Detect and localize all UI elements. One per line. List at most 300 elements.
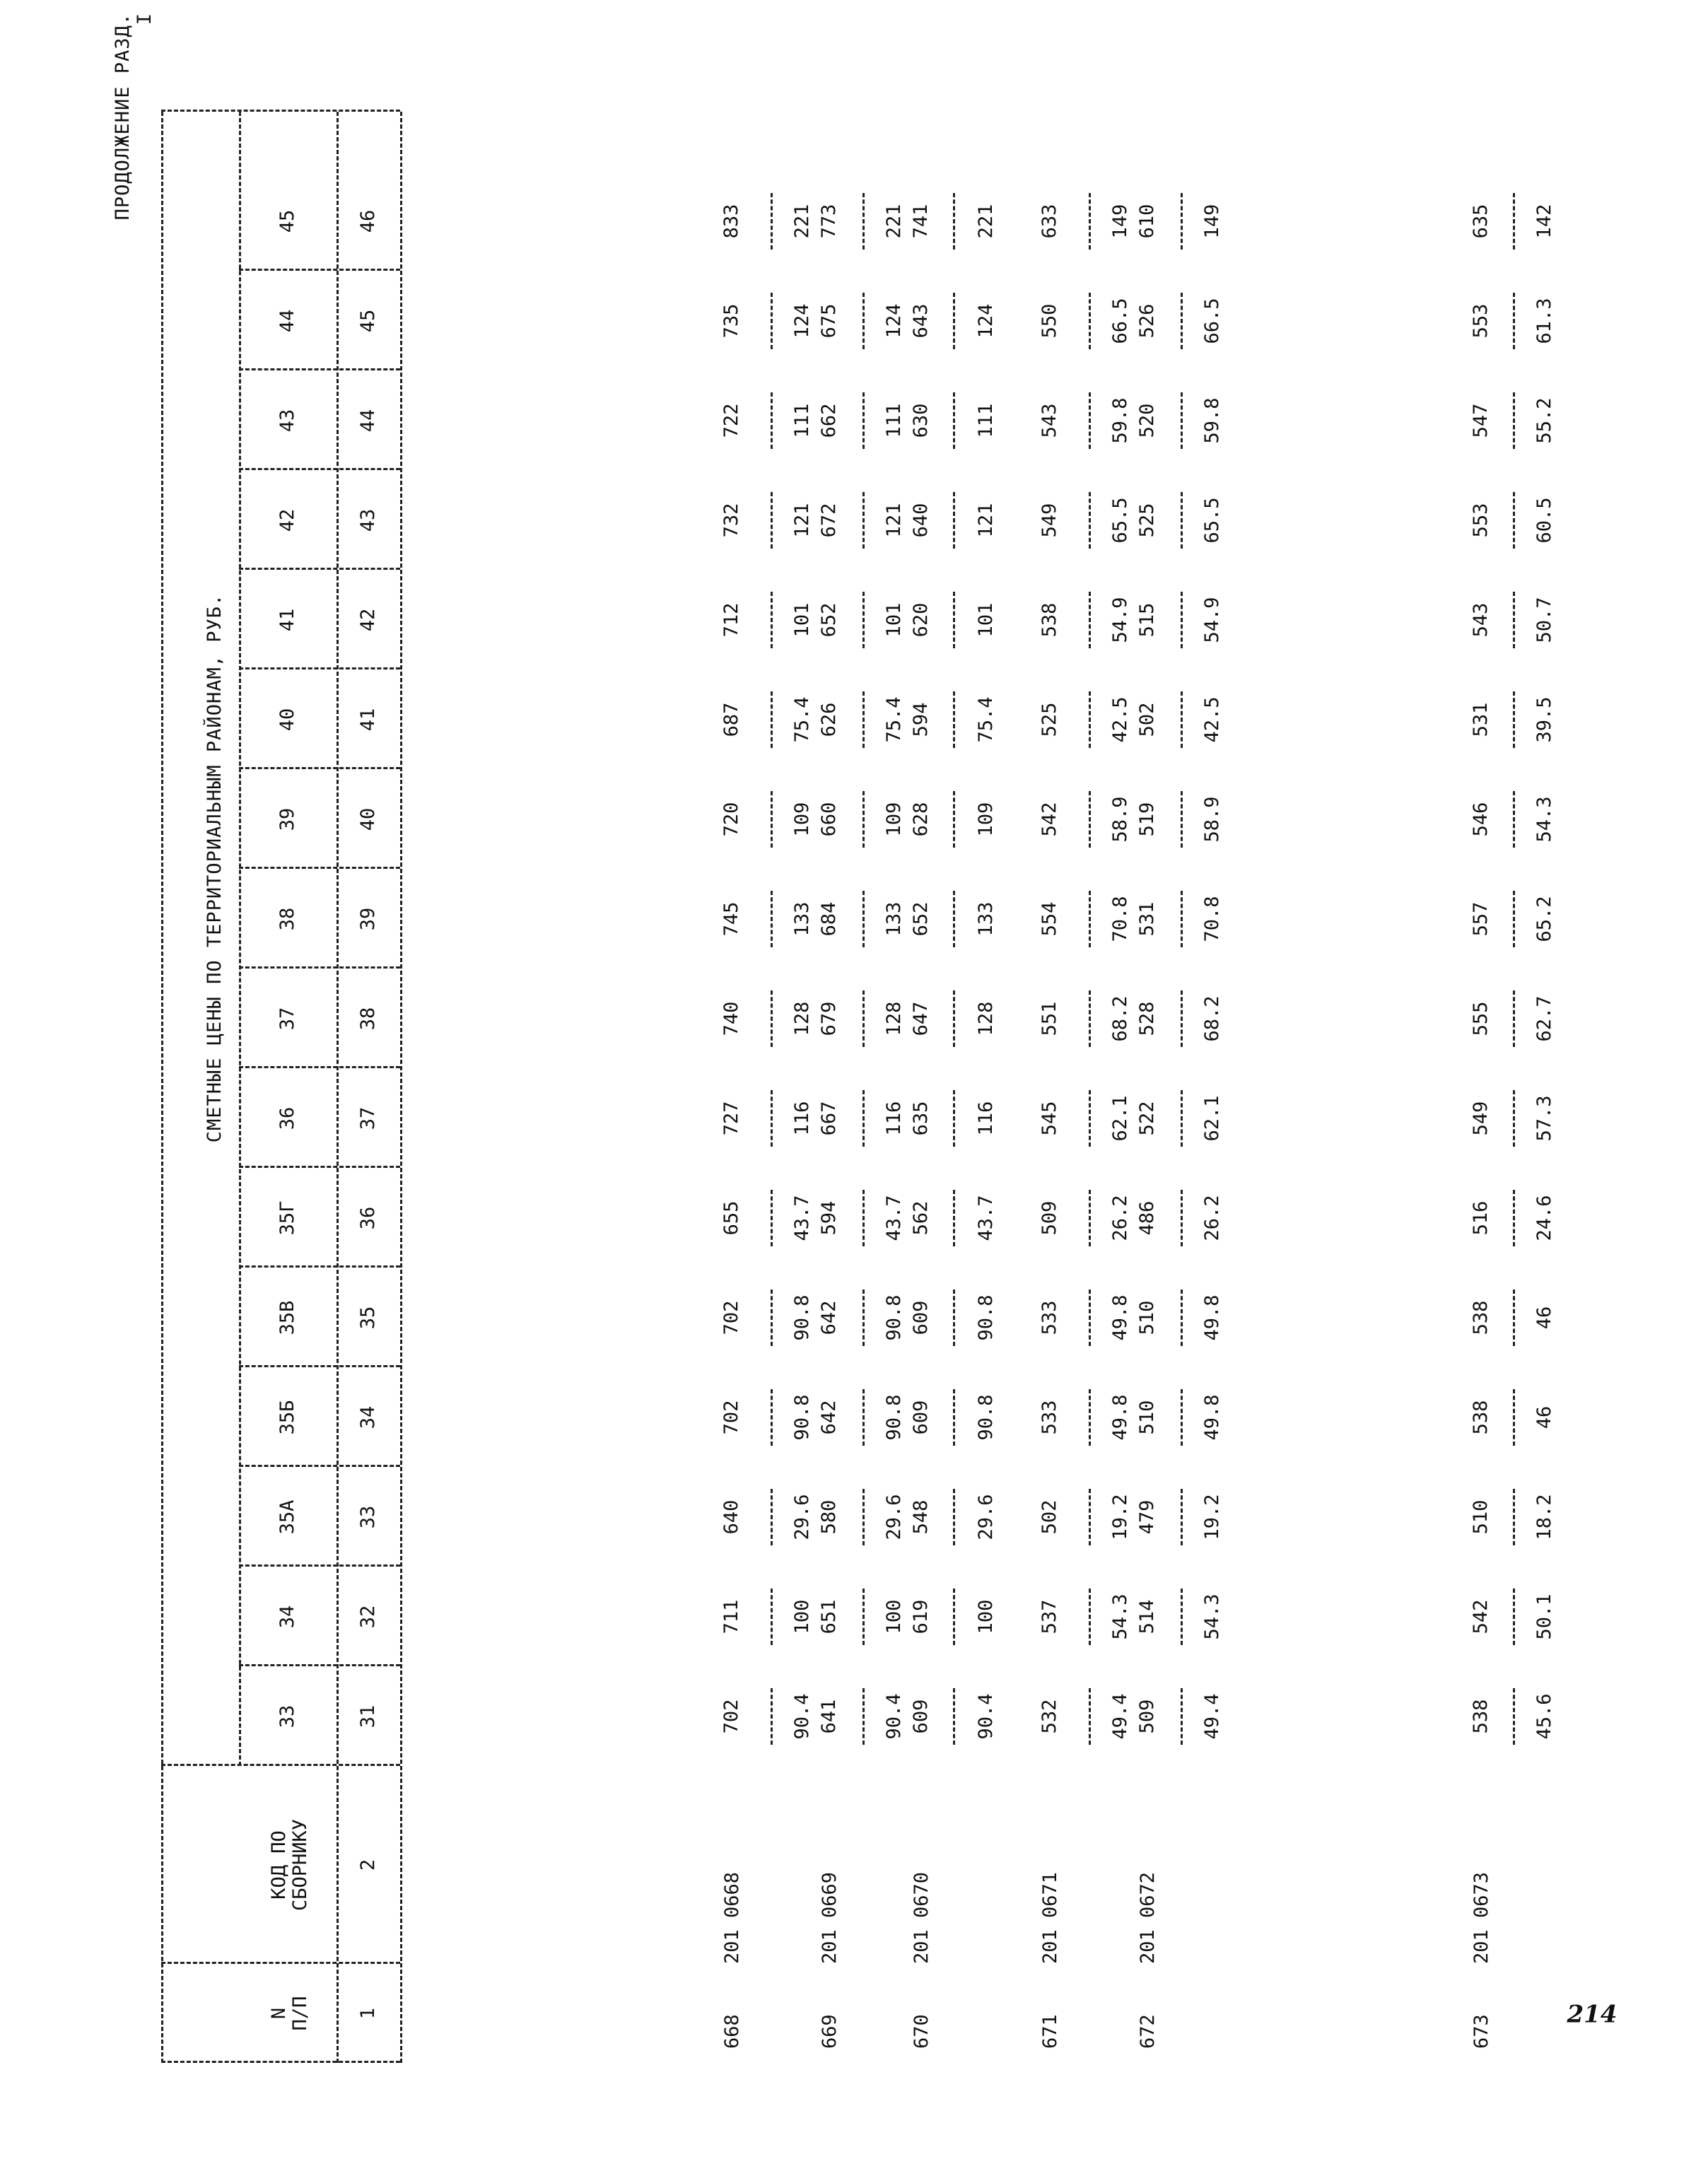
fraction-rule [1513, 990, 1515, 1047]
fraction-rule [771, 492, 773, 549]
district-column-rule [239, 568, 400, 570]
price-cell: 528 [1136, 1001, 1158, 1036]
column-rule [161, 1764, 400, 1766]
price-cell: 121 [791, 503, 813, 538]
fraction-rule [953, 1589, 955, 1645]
price-cell: 46 [1533, 1405, 1555, 1429]
price-cell: 90.8 [791, 1294, 813, 1341]
price-cell: 121 [883, 503, 905, 538]
fraction-rule [1181, 1589, 1183, 1645]
price-cell: 525 [1136, 503, 1158, 538]
fraction-rule [1513, 1489, 1515, 1545]
price-cell: 42.5 [1109, 696, 1131, 743]
price-cell: 502 [1039, 1499, 1060, 1535]
fraction-rule [1181, 791, 1183, 848]
group-title-rule [239, 112, 241, 1766]
price-cell: 149 [1201, 204, 1223, 239]
price-cell: 109 [791, 802, 813, 837]
fraction-rule [1089, 1289, 1091, 1346]
price-cell: 109 [883, 802, 905, 837]
price-cell: 522 [1136, 1101, 1158, 1136]
price-cell: 26.2 [1109, 1195, 1131, 1241]
price-cell: 554 [1039, 901, 1060, 937]
district-header-2: 34 [276, 1605, 298, 1629]
price-cell: 773 [818, 204, 840, 239]
price-cell: 745 [720, 901, 742, 937]
district-column-rule [239, 468, 400, 470]
price-cell: 45.6 [1533, 1693, 1555, 1740]
fraction-rule [953, 990, 955, 1047]
price-cell: 42.5 [1201, 696, 1223, 743]
price-cell: 116 [791, 1101, 813, 1136]
fraction-rule [771, 392, 773, 449]
price-cell: 43.7 [883, 1195, 905, 1241]
fraction-rule [862, 1090, 865, 1147]
fraction-rule [953, 492, 955, 549]
row-number: 672 [1137, 2014, 1159, 2049]
row-number: 668 [721, 2014, 743, 2049]
price-cell: 509 [1039, 1200, 1060, 1236]
price-cell: 609 [910, 1400, 932, 1435]
price-cell: 54.3 [1533, 796, 1555, 843]
fraction-rule [862, 592, 865, 648]
column-number-3: 31 [357, 1704, 379, 1728]
price-cell: 510 [1470, 1499, 1492, 1535]
district-column-rule [239, 1365, 400, 1367]
price-cell: 101 [883, 602, 905, 638]
price-cell: 49.8 [1109, 1394, 1131, 1441]
fraction-rule [771, 293, 773, 349]
column-number-16: 44 [357, 409, 379, 433]
price-cell: 640 [720, 1499, 742, 1535]
fraction-rule [953, 392, 955, 449]
price-cell: 702 [720, 1699, 742, 1734]
fraction-rule [1513, 891, 1515, 947]
price-cell: 68.2 [1201, 995, 1223, 1042]
fraction-rule [1089, 1190, 1091, 1246]
district-column-rule [239, 1664, 400, 1666]
price-cell: 121 [975, 503, 997, 538]
price-cell: 740 [720, 1001, 742, 1036]
price-cell: 59.8 [1109, 397, 1131, 444]
price-cell: 90.8 [975, 1294, 997, 1341]
price-cell: 54.3 [1109, 1593, 1131, 1640]
price-cell: 133 [883, 901, 905, 937]
row-number: 669 [819, 2014, 841, 2049]
fraction-rule [862, 791, 865, 848]
price-cell: 111 [975, 403, 997, 438]
price-cell: 111 [791, 403, 813, 438]
price-cell: 70.8 [1201, 896, 1223, 942]
fraction-rule [953, 891, 955, 947]
fraction-rule [862, 691, 865, 748]
price-cell: 538 [1470, 1699, 1492, 1734]
price-cell: 555 [1470, 1001, 1492, 1036]
district-column-rule [239, 1564, 400, 1567]
price-cell: 509 [1136, 1699, 1158, 1734]
fraction-rule [1089, 1090, 1091, 1147]
column-number-8: 36 [357, 1206, 379, 1230]
price-cell: 619 [910, 1599, 932, 1634]
price-cell: 542 [1039, 802, 1060, 837]
column-number-10: 38 [357, 1007, 379, 1031]
column-number-15: 43 [357, 508, 379, 532]
price-cell: 133 [791, 901, 813, 937]
district-header-14: 43 [276, 409, 298, 433]
price-cell: 520 [1136, 403, 1158, 438]
price-cell: 90.8 [883, 1294, 905, 1341]
price-cell: 628 [910, 802, 932, 837]
price-cell: 58.9 [1201, 796, 1223, 843]
price-cell: 116 [883, 1101, 905, 1136]
fraction-rule [1181, 1688, 1183, 1745]
price-cell: 675 [818, 303, 840, 339]
price-cell: 128 [975, 1001, 997, 1036]
row-code: 201 0669 [819, 1871, 841, 1964]
fraction-rule [1513, 1389, 1515, 1446]
price-cell: 54.9 [1201, 597, 1223, 643]
price-cell: 580 [818, 1499, 840, 1535]
fraction-rule [953, 1190, 955, 1246]
price-cell: 124 [975, 303, 997, 339]
price-cell: 711 [720, 1599, 742, 1634]
fraction-rule [1513, 791, 1515, 848]
price-cell: 61.3 [1533, 298, 1555, 344]
district-header-12: 41 [276, 608, 298, 632]
row-code: 201 0670 [911, 1871, 932, 1964]
price-cell: 594 [818, 1200, 840, 1236]
price-cell: 49.4 [1201, 1693, 1223, 1740]
column-number-4: 32 [357, 1605, 379, 1629]
column-number-11: 39 [357, 907, 379, 931]
price-cell: 46 [1533, 1306, 1555, 1330]
price-cell: 630 [910, 403, 932, 438]
fraction-rule [953, 1289, 955, 1346]
price-cell: 532 [1039, 1699, 1060, 1734]
price-cell: 58.9 [1109, 796, 1131, 843]
col-n-header: N П/П [268, 1996, 311, 2031]
fraction-rule [1089, 891, 1091, 947]
fraction-rule [1181, 193, 1183, 250]
fraction-rule [1089, 293, 1091, 349]
district-column-rule [239, 966, 400, 969]
price-cell: 124 [791, 303, 813, 339]
price-cell: 651 [818, 1599, 840, 1634]
price-cell: 547 [1470, 403, 1492, 438]
price-cell: 516 [1470, 1200, 1492, 1236]
price-cell: 60.5 [1533, 497, 1555, 544]
price-cell: 735 [720, 303, 742, 339]
price-cell: 538 [1470, 1300, 1492, 1335]
column-rule [161, 2061, 400, 2063]
column-number-14: 42 [357, 608, 379, 632]
fraction-rule [1089, 691, 1091, 748]
price-cell: 833 [720, 204, 742, 239]
fraction-rule [1181, 891, 1183, 947]
fraction-rule [953, 691, 955, 748]
page-number: 214 [1567, 2000, 1618, 2029]
price-cell: 543 [1470, 602, 1492, 638]
district-column-rule [239, 1066, 400, 1068]
fraction-rule [771, 1688, 773, 1745]
column-number-17: 45 [357, 309, 379, 333]
price-cell: 221 [975, 204, 997, 239]
price-cell: 642 [818, 1300, 840, 1335]
price-cell: 514 [1136, 1599, 1158, 1634]
fraction-rule [1089, 193, 1091, 250]
price-cell: 70.8 [1109, 896, 1131, 942]
fraction-rule [862, 392, 865, 449]
district-header-15: 44 [276, 309, 298, 333]
fraction-rule [862, 293, 865, 349]
price-cell: 546 [1470, 802, 1492, 837]
price-cell: 479 [1136, 1499, 1158, 1535]
price-cell: 29.6 [975, 1494, 997, 1540]
fraction-rule [862, 1589, 865, 1645]
fraction-rule [1089, 791, 1091, 848]
price-cell: 111 [883, 403, 905, 438]
column-number-13: 41 [357, 708, 379, 732]
price-cell: 128 [791, 1001, 813, 1036]
district-column-rule [239, 867, 400, 869]
price-cell: 727 [720, 1101, 742, 1136]
price-cell: 66.5 [1201, 298, 1223, 344]
price-cell: 19.2 [1109, 1494, 1131, 1540]
fraction-rule [953, 791, 955, 848]
district-header-1: 33 [276, 1704, 298, 1728]
district-column-rule [239, 368, 400, 370]
price-cell: 702 [720, 1300, 742, 1335]
price-cell: 542 [1470, 1599, 1492, 1634]
price-cell: 24.6 [1533, 1195, 1555, 1241]
district-header-7: 36 [276, 1106, 298, 1130]
price-cell: 537 [1039, 1599, 1060, 1634]
colnum-bottom-rule [400, 112, 402, 2063]
price-cell: 90.8 [791, 1394, 813, 1441]
price-cell: 133 [975, 901, 997, 937]
price-cell: 610 [1136, 204, 1158, 239]
fraction-rule [953, 1090, 955, 1147]
district-column-rule [239, 269, 400, 271]
fraction-rule [1513, 691, 1515, 748]
fraction-rule [953, 1489, 955, 1545]
fraction-rule [771, 1389, 773, 1446]
price-cell: 101 [975, 602, 997, 638]
price-cell: 65.5 [1109, 497, 1131, 544]
district-header-6: 35Г [276, 1200, 298, 1236]
fraction-rule [862, 1190, 865, 1246]
price-cell: 19.2 [1201, 1494, 1223, 1540]
price-cell: 702 [720, 1400, 742, 1435]
price-cell: 679 [818, 1001, 840, 1036]
price-cell: 562 [910, 1200, 932, 1236]
price-cell: 486 [1136, 1200, 1158, 1236]
price-cell: 543 [1039, 403, 1060, 438]
price-cell: 62.1 [1201, 1095, 1223, 1142]
price-cell: 553 [1470, 503, 1492, 538]
fraction-rule [1089, 592, 1091, 648]
price-cell: 50.1 [1533, 1593, 1555, 1640]
price-cell: 62.1 [1109, 1095, 1131, 1142]
fraction-rule [953, 1688, 955, 1745]
price-cell: 548 [910, 1499, 932, 1535]
price-cell: 722 [720, 403, 742, 438]
price-cell: 741 [910, 204, 932, 239]
district-header-9: 38 [276, 907, 298, 931]
price-cell: 687 [720, 702, 742, 737]
price-cell: 90.4 [975, 1693, 997, 1740]
price-cell: 128 [883, 1001, 905, 1036]
fraction-rule [1181, 1389, 1183, 1446]
price-cell: 65.5 [1201, 497, 1223, 544]
price-cell: 221 [791, 204, 813, 239]
price-cell: 65.2 [1533, 896, 1555, 942]
price-cell: 533 [1039, 1400, 1060, 1435]
price-cell: 515 [1136, 602, 1158, 638]
column-number-6: 34 [357, 1405, 379, 1429]
fraction-rule [1181, 293, 1183, 349]
fraction-rule [771, 1589, 773, 1645]
price-cell: 49.8 [1201, 1294, 1223, 1341]
price-cell: 18.2 [1533, 1494, 1555, 1540]
price-cell: 49.8 [1201, 1394, 1223, 1441]
price-cell: 62.7 [1533, 995, 1555, 1042]
column-number-9: 37 [357, 1106, 379, 1130]
fraction-rule [771, 791, 773, 848]
price-cell: 660 [818, 802, 840, 837]
fraction-rule [1089, 1489, 1091, 1545]
fraction-rule [953, 1389, 955, 1446]
row-number: 671 [1039, 2014, 1061, 2049]
fraction-rule [1513, 193, 1515, 250]
fraction-rule [862, 891, 865, 947]
price-cell: 655 [720, 1200, 742, 1236]
price-cell: 525 [1039, 702, 1060, 737]
price-cell: 620 [910, 602, 932, 638]
price-cell: 124 [883, 303, 905, 339]
price-cell: 720 [720, 802, 742, 837]
fraction-rule [1089, 1389, 1091, 1446]
price-cell: 101 [791, 602, 813, 638]
fraction-rule [862, 1489, 865, 1545]
price-cell: 221 [883, 204, 905, 239]
price-cell: 49.8 [1109, 1294, 1131, 1341]
price-cell: 29.6 [883, 1494, 905, 1540]
price-cell: 635 [910, 1101, 932, 1136]
price-cell: 551 [1039, 1001, 1060, 1036]
price-cell: 626 [818, 702, 840, 737]
price-cell: 116 [975, 1101, 997, 1136]
fraction-rule [862, 1389, 865, 1446]
table-top-rule [161, 112, 163, 2063]
price-cell: 553 [1470, 303, 1492, 339]
fraction-rule [1089, 1688, 1091, 1745]
column-number-5: 33 [357, 1505, 379, 1529]
section-label: ПРОДОЛЖЕНИЕ РАЗД. I [112, 13, 156, 221]
fraction-rule [1513, 1688, 1515, 1745]
price-cell: 100 [883, 1599, 905, 1634]
fraction-rule [1181, 492, 1183, 549]
fraction-rule [771, 1289, 773, 1346]
price-cell: 647 [910, 1001, 932, 1036]
fraction-rule [1513, 1289, 1515, 1346]
price-cell: 550 [1039, 303, 1060, 339]
district-column-rule [239, 1265, 400, 1268]
price-cell: 100 [975, 1599, 997, 1634]
price-cell: 75.4 [883, 696, 905, 743]
price-cell: 545 [1039, 1101, 1060, 1136]
row-code: 201 0673 [1470, 1871, 1492, 1964]
price-cell: 526 [1136, 303, 1158, 339]
fraction-rule [1089, 492, 1091, 549]
fraction-rule [1089, 392, 1091, 449]
fraction-rule [1513, 1589, 1515, 1645]
price-cell: 684 [818, 901, 840, 937]
row-code: 201 0671 [1039, 1871, 1061, 1964]
fraction-rule [953, 592, 955, 648]
fraction-rule [1181, 691, 1183, 748]
price-cell: 510 [1136, 1300, 1158, 1335]
price-cell: 43.7 [791, 1195, 813, 1241]
district-column-rule [239, 667, 400, 669]
price-cell: 643 [910, 303, 932, 339]
price-cell: 57.3 [1533, 1095, 1555, 1142]
price-cell: 533 [1039, 1300, 1060, 1335]
fraction-rule [771, 1190, 773, 1246]
price-cell: 531 [1470, 702, 1492, 737]
district-column-rule [239, 1465, 400, 1467]
fraction-rule [953, 293, 955, 349]
price-cell: 90.8 [883, 1394, 905, 1441]
fraction-rule [771, 990, 773, 1047]
col-code-header: КОД ПО СБОРНИКУ [268, 1818, 311, 1912]
district-column-rule [239, 1166, 400, 1168]
price-cell: 549 [1039, 503, 1060, 538]
price-cell: 66.5 [1109, 298, 1131, 344]
price-cell: 633 [1039, 204, 1060, 239]
fraction-rule [1181, 1489, 1183, 1545]
price-cell: 109 [975, 802, 997, 837]
price-cell: 732 [720, 503, 742, 538]
column-number-18: 46 [357, 209, 379, 233]
price-cell: 59.8 [1201, 397, 1223, 444]
district-header-16: 45 [276, 209, 298, 233]
price-cell: 75.4 [975, 696, 997, 743]
price-cell: 594 [910, 702, 932, 737]
fraction-rule [1513, 1190, 1515, 1246]
fraction-rule [771, 691, 773, 748]
price-cell: 90.4 [883, 1693, 905, 1740]
district-column-rule [239, 767, 400, 769]
price-cell: 149 [1109, 204, 1131, 239]
fraction-rule [1513, 1090, 1515, 1147]
price-cell: 652 [910, 901, 932, 937]
price-cell: 712 [720, 602, 742, 638]
price-cell: 531 [1136, 901, 1158, 937]
price-cell: 609 [910, 1300, 932, 1335]
price-cell: 49.4 [1109, 1693, 1131, 1740]
price-cell: 142 [1533, 204, 1555, 239]
price-cell: 502 [1136, 702, 1158, 737]
table-group-title: СМЕТНЫЕ ЦЕНЫ ПО ТЕРРИТОРИАЛЬНЫМ РАЙОНАМ, РУБ. [204, 593, 226, 1143]
column-number-7: 35 [357, 1306, 379, 1330]
fraction-rule [771, 193, 773, 250]
row-number: 673 [1470, 2014, 1492, 2049]
district-header-4: 35Б [276, 1400, 298, 1435]
price-cell: 641 [818, 1699, 840, 1734]
price-cell: 50.7 [1533, 597, 1555, 643]
fraction-rule [1089, 1589, 1091, 1645]
